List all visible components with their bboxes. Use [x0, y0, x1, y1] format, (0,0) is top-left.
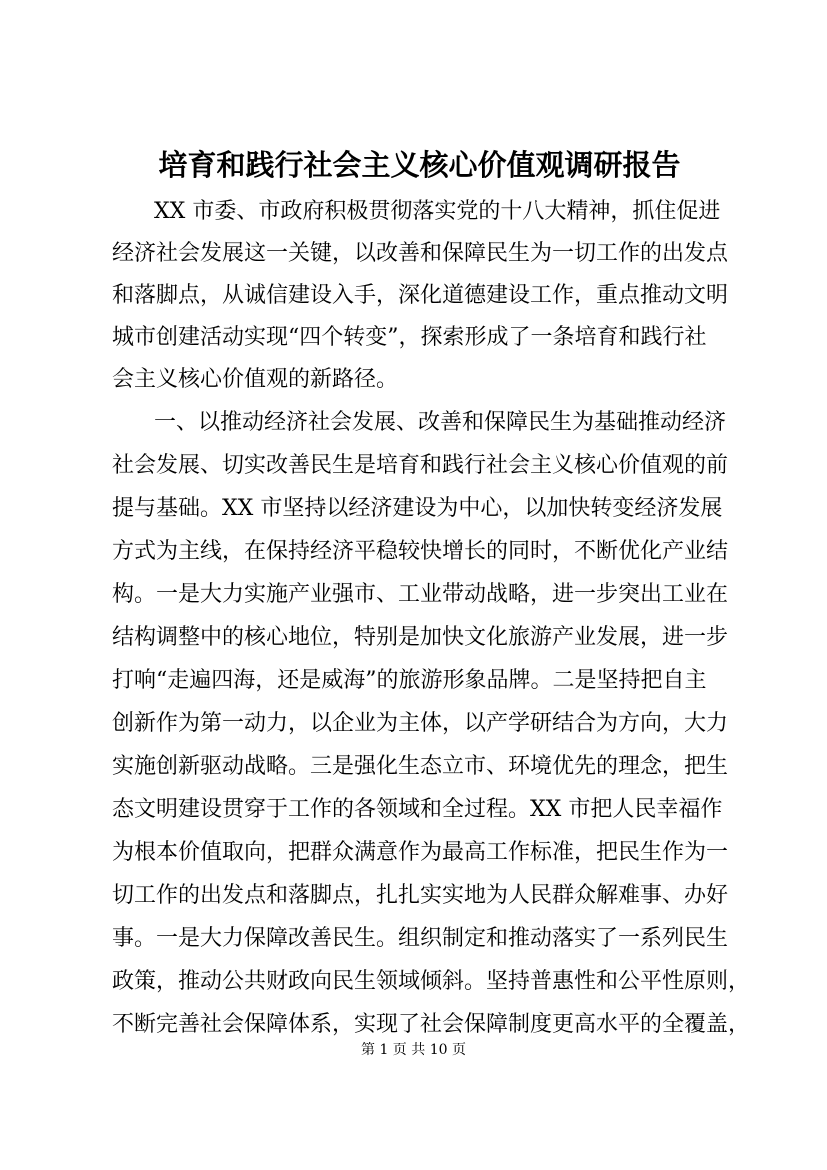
paragraph-line: 城市创建活动实现“四个转变”，探索形成了一条培育和践行社 — [112, 325, 707, 350]
paragraph-line: 提与基础。XX 市坚持以经济建设为中心，以加快转变经济发展 — [112, 496, 723, 521]
paragraph-line: 社会发展、切实改善民生是培育和践行社会主义核心价值观的前 — [112, 453, 729, 478]
paragraph-line: 和落脚点，从诚信建设入手，深化道德建设工作，重点推动文明 — [112, 283, 729, 308]
paragraph-line: 态文明建设贯穿于工作的各领域和全过程。XX 市把人民幸福作 — [112, 797, 723, 822]
paragraph-line: XX 市委、市政府积极贯彻落实党的十八大精神，抓住促进 — [154, 199, 721, 224]
paragraph-line: 切工作的出发点和落脚点，扎扎实实地为人民群众解难事、办好 — [112, 883, 729, 908]
paragraph-line: 打响“走遍四海，还是威海”的旅游形象品牌。二是坚持把自主 — [112, 668, 707, 693]
paragraph-line: 实施创新驱动战略。三是强化生态立市、环境优先的理念，把生 — [112, 754, 729, 779]
paragraph-line: 创新作为第一动力，以企业为主体，以产学研结合为方向，大力 — [112, 711, 729, 736]
paragraph-line: 会主义核心价值观的新路径。 — [112, 367, 399, 392]
paragraph-line: 方式为主线，在保持经济平稳较快增长的同时，不断优化产业结 — [112, 539, 729, 564]
paragraph-line: 结构调整中的核心地位，特别是加快文化旅游产业发展，进一步 — [112, 625, 729, 650]
paragraph-line: 经济社会发展这一关键，以改善和保障民生为一切工作的出发点 — [112, 241, 729, 266]
document-title: 培育和践行社会主义核心价值观调研报告 — [158, 148, 681, 182]
paragraph-line: 政策，推动公共财政向民生领域倾斜。坚持普惠性和公平性原则， — [112, 969, 751, 994]
paragraph-line: 构。一是大力实施产业强市、工业带动战略，进一步突出工业在 — [112, 582, 729, 607]
paragraph-line: 一、以推动经济社会发展、改善和保障民生为基础推动经济 — [154, 410, 727, 435]
paragraph-line: 不断完善社会保障体系，实现了社会保障制度更高水平的全覆盖， — [112, 1012, 751, 1037]
paragraph-line: 事。一是大力保障改善民生。组织制定和推动落实了一系列民生 — [112, 926, 729, 951]
paragraph-line: 为根本价值取向，把群众满意作为最高工作标准，把民生作为一 — [112, 840, 729, 865]
page-footer: 第 1 页 共 10 页 — [361, 1042, 466, 1058]
